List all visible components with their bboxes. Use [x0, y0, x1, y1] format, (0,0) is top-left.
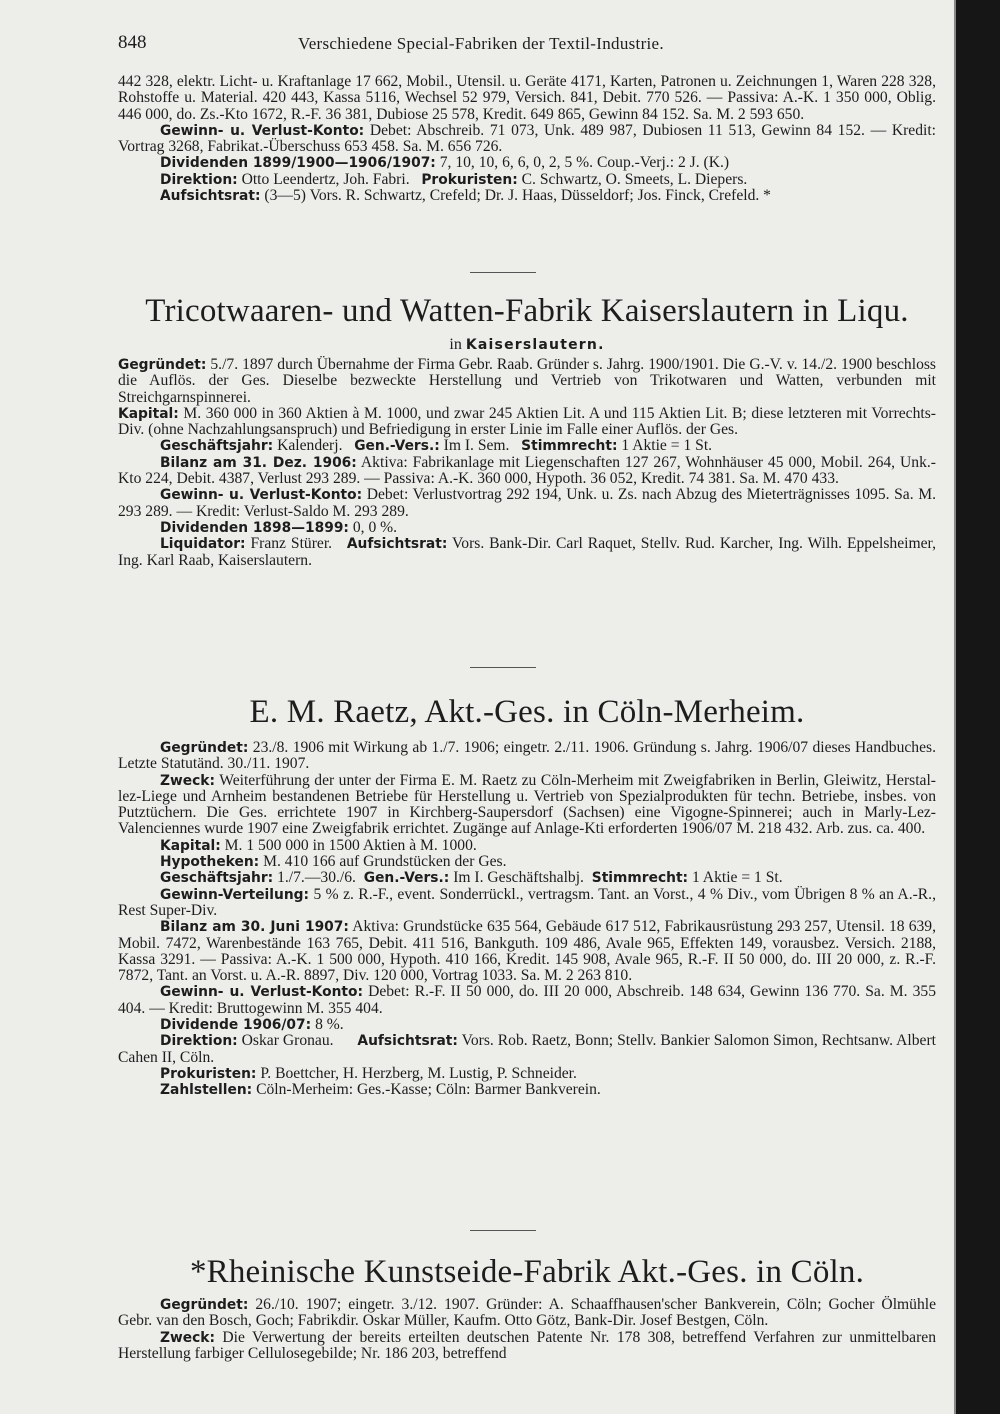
label: Liquidator:: [160, 536, 246, 553]
divider-rule: [470, 1230, 536, 1231]
label: Zweck:: [160, 1329, 215, 1346]
value: Kalenderj.: [277, 437, 343, 455]
entry-subtitle-tricot: [118, 336, 936, 354]
divider-rule: [470, 667, 536, 668]
value: Debet: Abschreib. 71 073, Unk. 489 987, Dubiosen 11 513, Gewinn 84 152. — Kredit: Vortrag 3268, Fabrikat.-Überschuss 653 458. Sa. M. 656 726.: [118, 121, 936, 156]
value: 23./8. 1906 mit Wirkung ab 1./7. 1906; eingetr. 2./11. 1906. Gründung s. Jahrg. 1906/07 dieses Handbuches. Letzte Statutänd. 30./11. 1907.: [118, 739, 936, 773]
tricot-liquidator: [118, 536, 936, 569]
tricot-entry-block: [118, 357, 936, 569]
value: 1./7.—30./6.: [277, 869, 356, 887]
value: Im I. Geschäftshalbj.: [453, 869, 584, 887]
raetz-capital: [118, 838, 936, 854]
label: Zahlstellen:: [160, 1082, 253, 1099]
prev-supervisory-board: [118, 188, 936, 204]
value: Aktiva: Grundstücke 635 564, Gebäude 617 512, Fabrikausrüstung 293 257, Utensil. 18 639, Mobil. 7472, Warenbestände 163 765, Debit. 411 516, Bankguth. 109 486, Avale 965, Effekten 149, vorausbez. Versich. 2188, Kassa 3291. — Passiva: A.-K. 1 500 000, Hypoth. 410 166, Kredit. 145 908, Avale 965, R.-F. II 50 000, do. III 20 000, z. R.-F. 7872, Tant. an Vorst. u. A.-R. 8897, Div. 120 000, Vortrag 1033. Sa. M. 2 263 810.: [118, 918, 936, 985]
label: Prokuristen:: [421, 171, 518, 188]
label: Prokuristen:: [160, 1065, 257, 1082]
value: Franz Stürer.: [250, 535, 333, 553]
label: Zweck:: [160, 772, 215, 789]
value: 0, 0 %.: [352, 518, 398, 536]
value: 5./7. 1897 durch Übernahme der Firma Gebr. Raab. Gründer s. Jahrg. 1900/1901. Die G.-V. v. 14./2. 1900 beschloss die Auflös. der Ges. Dieselbe bezweckte Herstellung und Vertrieb von Trikotwaren und Watten, verbunden mit Streichgarnspinnerei.: [118, 356, 936, 406]
label: Geschäftsjahr:: [160, 870, 274, 887]
raetz-entry-block: [118, 740, 936, 1099]
divider-rule: [470, 272, 536, 273]
value: P. Boettcher, H. Herzberg, M. Lustig, P. Schneider.: [260, 1064, 577, 1082]
raetz-profit-distribution: [118, 887, 936, 920]
value: M. 1 500 000 in 1500 Aktien à M. 1000.: [224, 836, 477, 854]
label: Bilanz am 30. Juni 1907:: [160, 919, 349, 936]
label: Gewinn- u. Verlust-Konto:: [160, 487, 363, 504]
prev-entry-block: [118, 74, 936, 204]
label: Dividenden 1898—1899:: [160, 519, 349, 536]
tricot-fiscal: [118, 438, 936, 454]
scan-edge: [956, 0, 1000, 1414]
label: Hypotheken:: [160, 854, 260, 871]
scan-edge-shadow: [954, 0, 956, 1414]
subtitle-prefix: in: [449, 336, 462, 353]
rhein-purpose: [118, 1330, 936, 1363]
label: Gewinn- u. Verlust-Konto:: [160, 984, 364, 1001]
label: Stimmrecht:: [591, 870, 689, 887]
label: Direktion:: [160, 1033, 238, 1050]
raetz-mortgages: [118, 854, 936, 870]
value: 1 Aktie = 1 St.: [691, 869, 783, 887]
value: 1 Aktie = 1 St.: [621, 437, 713, 455]
label: Gen.-Vers.:: [363, 870, 450, 887]
value: Debet: R.-F. II 50 000, do. III 20 000, Abschreib. 148 634, Gewinn 136 770. Sa. M. 355 404. — Kredit: Bruttogewinn M. 355 404.: [118, 983, 936, 1017]
value: Oskar Gronau.: [241, 1032, 334, 1050]
raetz-guv: [118, 984, 936, 1017]
label: Gewinn-Verteilung:: [160, 886, 310, 903]
value: Debet: Verlustvortrag 292 194, Unk. u. Zs. nach Abzug des Mieterträgnisses 1095. Sa. M. 293 289. — Kredit: Verlust-Saldo M. 293 289.: [118, 486, 936, 520]
label: Aufsichtsrat:: [346, 536, 448, 553]
value: Weiterführung der unter der Firma E. M. Raetz zu Cöln-Merheim mit Zweigfabriken in Berlin, Gleiwitz, Herstal-lez-Liege und Arnheim bestandenen Betriebe für Herstellung u. Vertrieb von Spezialprodukten für techn. Betriebe, insbes. von Putztüchern. Die Ges. errichtete 1907 in Kirchberg-Saupersdorf (Sachsen) eine Vigogne-Spinnerei; auch in Marly-Lez-Valenciennes wurde 1907 eine Zweigfabrik errichtet. Zugänge auf Anlage-Kti erforderten 1906/07 M. 218 432. Arb. zus. ca. 400.: [118, 771, 936, 838]
raetz-direction: [118, 1033, 936, 1066]
subtitle-place: Kaiserslautern.: [465, 337, 605, 353]
raetz-balance: [118, 919, 936, 984]
value: M. 360 000 in 360 Aktien à M. 1000, und zwar 245 Aktien Lit. A und 115 Aktien Lit. B; diese letzteren mit Vorrechts-Div. (ohne Nachzahlungsanspruch) und Befriedigung in erster Linie im Falle einer Auflös. der Ges.: [118, 404, 936, 439]
tricot-capital: [118, 406, 936, 439]
value: Otto Leendertz, Joh. Fabri.: [241, 170, 410, 188]
value: 26./10. 1907; eingetr. 3./12. 1907. Gründer: A. Schaaffhausen'scher Bankverein, Cöln; Gocher Ölmühle Gebr. van den Bosch, Goch; Fabrikdir. Oskar Müller, Kaufm. Otto Götz, Bank-Dir. Josef Bestgen, Cöln.: [118, 1296, 936, 1330]
label: Geschäftsjahr:: [160, 438, 274, 455]
value: Cöln-Merheim: Ges.-Kasse; Cöln: Barmer Bankverein.: [256, 1081, 601, 1099]
value: Im I. Sem.: [443, 437, 510, 455]
label: Bilanz am 31. Dez. 1906:: [160, 454, 357, 471]
value: M. 410 166 auf Grundstücken der Ges.: [263, 853, 507, 871]
tricot-guv: [118, 487, 936, 520]
raetz-purpose: [118, 773, 936, 838]
tricot-founded: [118, 357, 936, 406]
label: Stimmrecht:: [521, 438, 618, 455]
raetz-procurators: [118, 1066, 936, 1082]
running-head: Verschiedene Special-Fabriken der Textil-Industrie.: [298, 34, 664, 53]
page-header: [118, 32, 938, 60]
label: Aufsichtsrat:: [160, 188, 261, 205]
label: Kapital:: [118, 405, 179, 422]
raetz-fiscal: [118, 870, 936, 886]
label: Kapital:: [160, 837, 221, 854]
value: 7, 10, 10, 6, 6, 0, 2, 5 %. Coup.-Verj.: 2 J. (K.): [439, 154, 730, 172]
value: (3—5) Vors. R. Schwartz, Crefeld; Dr. J. Haas, Düsseldorf; Jos. Finck, Crefeld. *: [264, 187, 771, 205]
label: Gewinn- u. Verlust-Konto:: [160, 122, 365, 139]
prev-direction: [118, 172, 936, 188]
prev-dividends: [118, 155, 936, 171]
label: Direktion:: [160, 171, 238, 188]
prev-balance-text: 442 328, elektr. Licht- u. Kraftanlage 17 662, Mobil., Utensil. u. Geräte 4171, Karten, Patronen u. Zeichnungen 1, Waren 228 328, Rohstoffe u. Material. 420 443, Kassa 5116, Wechsel 52 979, Versich. 841, Debit. 770 526. — Passiva: A.-K. 1 350 000, Oblig. 446 000, do. Zs.-Kto 1672, R.-F. 36 381, Dubiose 25 578, Kredit. 649 865, Gewinn 84 152. Sa. M. 2 593 650.: [118, 73, 936, 123]
value: C. Schwartz, O. Smeets, L. Diepers.: [521, 170, 748, 188]
label: Dividenden 1899/1900—1906/1907:: [160, 155, 436, 172]
entry-title-tricot: Tricotwaaren- und Watten-Fabrik Kaiserslautern in Liqu.: [145, 293, 909, 329]
value: 5 % z. R.-F., event. Sonderrückl., vertragsm. Tant. an Vorst., 4 % Div., vom Übrigen 8 % an A.-R., Rest Super-Div.: [118, 885, 936, 919]
label: Dividende 1906/07:: [160, 1017, 312, 1034]
label: Gegründet:: [160, 740, 249, 756]
entry-title-rhein: *Rheinische Kunstseide-Fabrik Akt.-Ges. in Cöln.: [189, 1254, 865, 1290]
value: 8 %.: [315, 1016, 344, 1034]
raetz-paying-agents: [118, 1082, 936, 1098]
page-number: 848: [118, 32, 147, 53]
value: Vors. Rob. Raetz, Bonn; Stellv. Bankier Salomon Simon, Rechtsanw. Albert Cahen II, Cöln.: [118, 1032, 936, 1066]
entry-title-raetz: E. M. Raetz, Akt.-Ges. in Cöln-Merheim.: [249, 694, 805, 730]
label: Gegründet:: [118, 357, 207, 373]
value: Die Verwertung der bereits erteilten deutschen Patente Nr. 178 308, betreffend Verfahren zur unmittelbaren Herstellung farbiger Cellulosegebilde; Nr. 186 203, betreffend: [118, 1328, 936, 1362]
label: Gen.-Vers.:: [354, 438, 440, 455]
tricot-dividends: [118, 520, 936, 536]
prev-guv: [118, 123, 936, 156]
tricot-balance: [118, 455, 936, 488]
label: Gegründet:: [160, 1297, 249, 1313]
raetz-dividend: [118, 1017, 936, 1033]
value: Aktiva: Fabrikanlage mit Liegenschaften 127 267, Wohnhäuser 45 000, Mobil. 264, Unk.-Kto 224, Debit. 4387, Verlust 293 289. — Passiva: A.-K. 360 000, Hypoth. 36 052, Kredit. 74 381. Sa. M. 470 433.: [118, 453, 936, 488]
rhein-entry-block: [118, 1297, 936, 1362]
rhein-founded: [118, 1297, 936, 1330]
raetz-founded: [118, 740, 936, 773]
value: Vors. Bank-Dir. Carl Raquet, Stellv. Rud. Karcher, Ing. Wilh. Eppelsheimer, Ing. Karl Raab, Kaiserslautern.: [118, 535, 936, 569]
label: Aufsichtsrat:: [357, 1033, 458, 1050]
